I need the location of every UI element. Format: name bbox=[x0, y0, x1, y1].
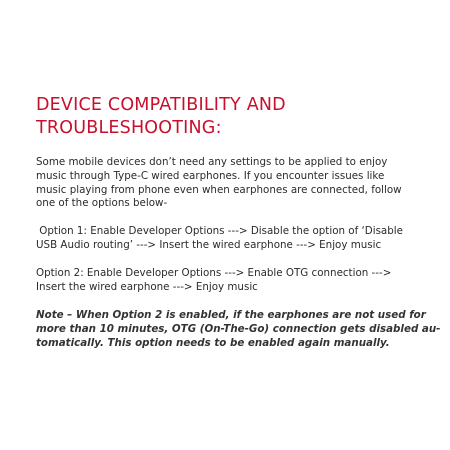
intro-line-4: one of the options below- bbox=[36, 197, 168, 210]
note-line-3: tomatically. This option needs to be enabled again manually. bbox=[36, 336, 390, 349]
intro-line-2: music through Type-C wired earphones. If you encounter issues like bbox=[36, 169, 385, 182]
option-1-paragraph bbox=[36, 225, 426, 253]
option-2-line-2: Insert the wired earphone ---> Enjoy music bbox=[36, 280, 258, 293]
intro-line-3: music playing from phone even when earphones are connected, follow bbox=[36, 183, 402, 196]
intro-line-1: Some mobile devices don’t need any settings to be applied to enjoy bbox=[36, 156, 388, 168]
intro-paragraph bbox=[36, 156, 426, 211]
heading-line-2: TROUBLESHOOTING: bbox=[36, 118, 222, 138]
option-1-line-1: Option 1: Enable Developer Options ---> Disable the option of ‘Disable bbox=[36, 225, 403, 237]
option-2-paragraph bbox=[36, 267, 426, 295]
heading-line-1: DEVICE COMPATIBILITY AND bbox=[36, 95, 286, 115]
option-2-line-1: Option 2: Enable Developer Options ---> Enable OTG connection ---> bbox=[36, 267, 392, 279]
option-1-line-2: USB Audio routing’ ---> Insert the wired earphone ---> Enjoy music bbox=[36, 238, 382, 251]
section-heading bbox=[36, 94, 426, 140]
note-paragraph bbox=[36, 309, 441, 350]
note-line-1: Note – When Option 2 is enabled, if the earphones are not used for bbox=[36, 309, 426, 321]
note-line-2: more than 10 minutes, OTG (On-The-Go) connection gets disabled au- bbox=[36, 322, 441, 335]
